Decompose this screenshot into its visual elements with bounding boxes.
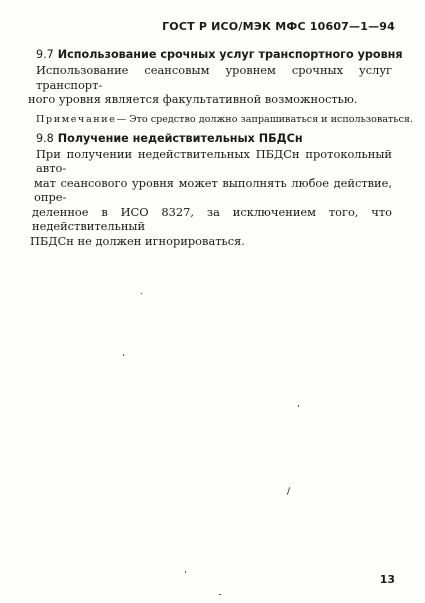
section-number: 9.7: [36, 48, 54, 61]
scan-speck: [185, 571, 186, 573]
section-heading: Использование срочных услуг транспортного уровня: [57, 48, 403, 61]
section-paragraph: [28, 63, 392, 107]
scan-speck: [219, 594, 221, 595]
scan-speck: [298, 405, 299, 407]
page-number: 13: [379, 573, 395, 586]
section-9-7: [28, 48, 414, 126]
paragraph-line: деленное в ИСО 8327, за исключением того, что недействительный: [32, 204, 392, 233]
note: [36, 113, 414, 126]
paragraph-line: При получении недействительных ПБДСн протокольный авто-: [36, 146, 392, 175]
scan-speck: [123, 354, 124, 356]
paragraph-line: ного уровня является факультативной возможностью.: [28, 92, 358, 106]
section-title: [36, 48, 403, 62]
standard-header: ГОСТ Р ИСО/МЭК МФС 10607—1—94: [162, 20, 395, 33]
paragraph-line: Использование сеансовым уровнем срочных услуг транспорт-: [36, 63, 392, 92]
scan-speck: [287, 487, 290, 495]
section-heading: Получение недействительных ПБДСн: [57, 131, 303, 145]
section-paragraph: [30, 146, 392, 249]
section-title: [36, 132, 392, 146]
scan-speck: [141, 293, 142, 294]
note-label: Примечание: [36, 113, 117, 125]
paragraph-line: мат сеансового уровня может выполнять любое действие, опре-: [34, 175, 392, 204]
document-body: [28, 48, 414, 248]
section-9-8: [30, 131, 392, 249]
paragraph-line: ПБДСн не должен игнорироваться.: [30, 233, 245, 248]
section-number: 9.8: [36, 131, 54, 145]
note-text: — Это средство должно запрашиваться и использоваться.: [116, 113, 414, 125]
